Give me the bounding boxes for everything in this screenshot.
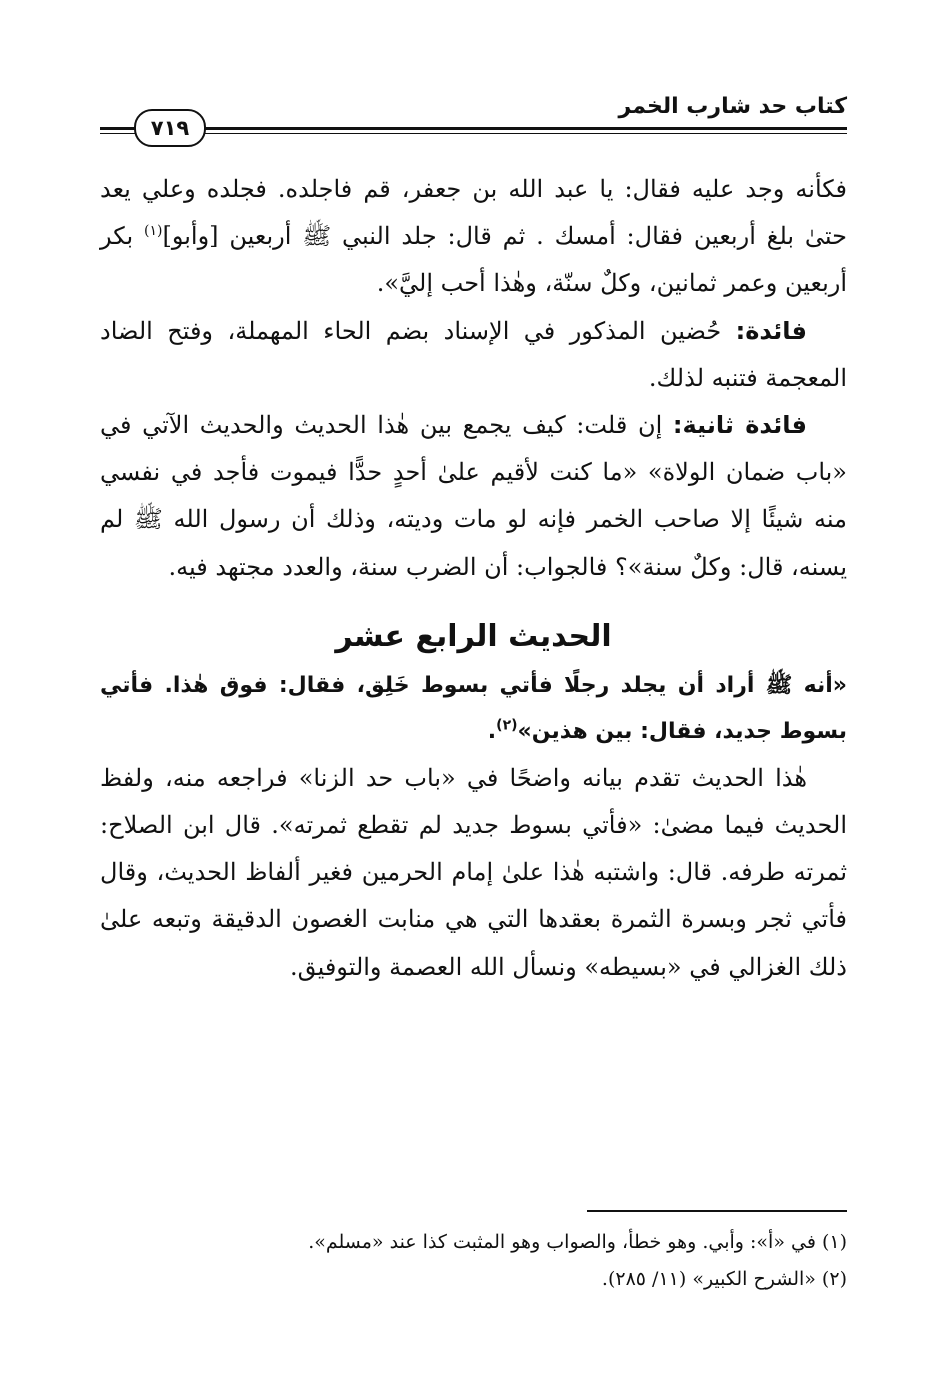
- footnote-1: (١) في «أ»: وأبي. وهو خطأ، والصواب وهو المثبت كذا عند «مسلم».: [308, 1231, 847, 1253]
- paragraph-1: [100, 166, 847, 308]
- header-rule: [200, 127, 847, 134]
- paragraph-4: هٰذا الحديث تقدم بيانه واضحًا في «باب حد الزنا» فراجعه منه، ولفظ الحديث فيما مضىٰ: «فأتي بسوط جديد لم تقطع ثمرته». قال ابن الصلاح: ثمرته طرفه. قال: واشتبه هٰذا علىٰ إمام الحرمين فغير ألفاظ الحديث، وقال فأتي ثجر وبسرة الثمرة بعقدها التي هي منابت الغصون الدقيقة وتبعه علىٰ ذلك الغزالي في «بسيطه» ونسأل الله العصمة والتوفيق.: [100, 763, 848, 981]
- paragraph-2-label: فائدة:: [735, 316, 807, 345]
- page-number: ٧١٩: [134, 109, 206, 147]
- paragraph-2: [100, 308, 847, 402]
- hadith-text: [100, 663, 847, 755]
- hadith-end: .: [487, 718, 497, 744]
- page-body: [100, 166, 847, 991]
- paragraph-3-text: إن قلت: كيف يجمع بين هٰذا الحديث والحديث الآتي في «باب ضمان الولاة» «ما كنت لأقيم علىٰ أحدٍ حدًّا فيموت فأجد في نفسي منه شيئًا إلا صاحب الخمر فإنه لو مات وديته، وذلك أن رسول الله ﷺ لم يسنه، قال: وكلٌ سنة»؟ فالجواب: أن الضرب سنة، والعدد مجتهد فيه.: [100, 411, 847, 581]
- section-heading: الحديث الرابع عشر: [335, 618, 612, 654]
- hadith-body: «أنه ﷺ أراد أن يجلد رجلًا فأتي بسوط خَلِق، فقال: فوق هٰذا. فأتي بسوط جديد، فقال: بين هذين»: [100, 672, 847, 744]
- footnote-ref-1: (١): [144, 223, 163, 240]
- paragraph-2-text: حُضين المذكور في الإسناد بضم الحاء المهملة، وفتح الضاد المعجمة فتنبه لذلك.: [100, 316, 847, 392]
- paragraph-3-label: فائدة ثانية:: [672, 411, 808, 440]
- page-header: [100, 84, 847, 144]
- header-rule-left: [100, 127, 136, 134]
- footnotes: [100, 1224, 847, 1298]
- footnote-separator: [587, 1210, 847, 1212]
- footnote-ref-2: (٢): [496, 717, 518, 734]
- paragraph-3: [100, 402, 847, 591]
- paragraph-1-end: بكر أربعين وعمر ثمانين، وكلٌ سنّة، وهٰذا أحب إليَّ».: [100, 222, 847, 298]
- spacer: [100, 591, 847, 611]
- chapter-title: كتاب حد شارب الخمر: [618, 94, 847, 119]
- paragraph-1-text: فكأنه وجد عليه فقال: يا عبد الله بن جعفر، قم فاجلده. فجلده وعلي يعد حتىٰ بلغ أربعين فقال: أمسك . ثم قال: جلد النبي ﷺ أربعين [وأبو]: [100, 175, 848, 251]
- footnote-2: (٢) «الشرح الكبير» (١١/ ٢٨٥).: [601, 1268, 847, 1290]
